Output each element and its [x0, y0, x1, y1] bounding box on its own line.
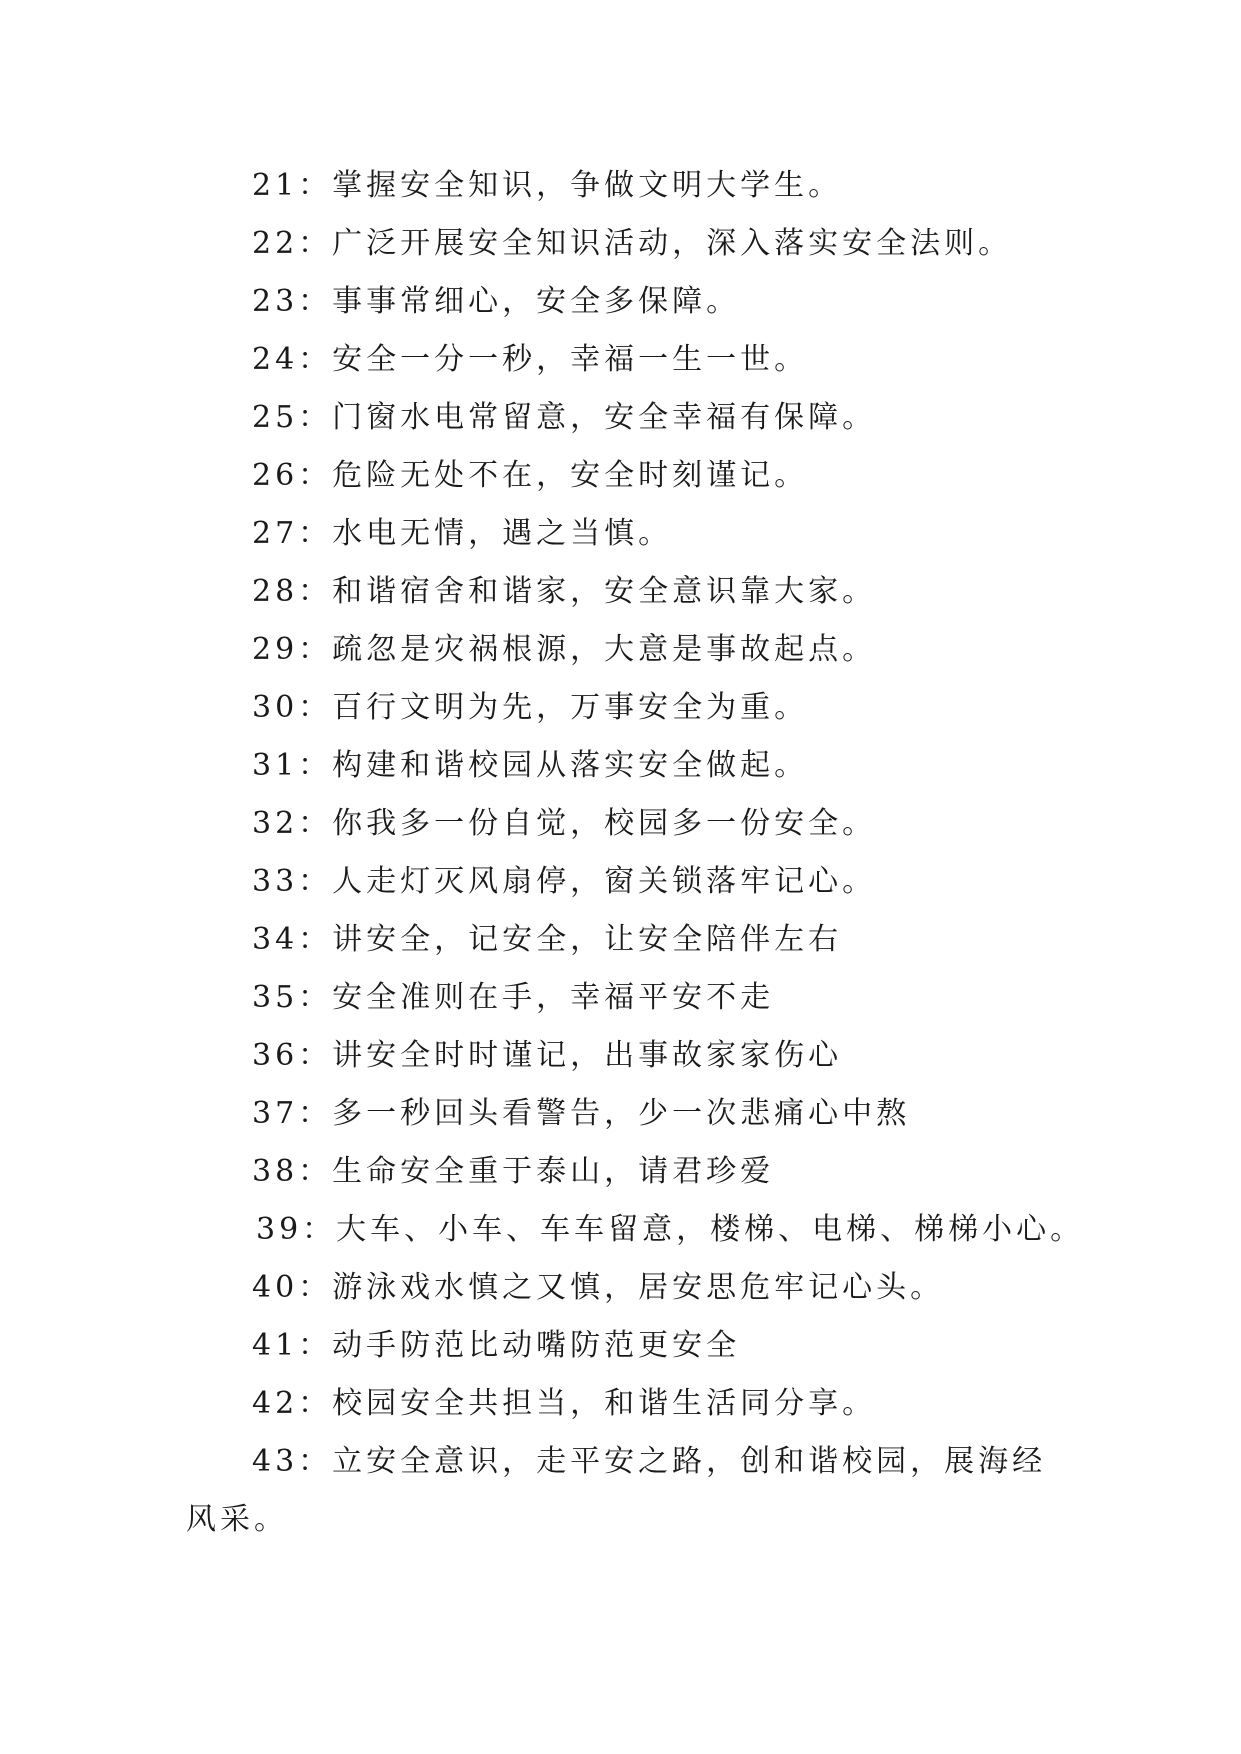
slogan-line-31: 31：构建和谐校园从落实安全做起。: [252, 748, 809, 783]
slogan-line-21: 21：掌握安全知识，争做文明大学生。: [252, 168, 843, 203]
slogan-line-26: 26：危险无处不在，安全时刻谨记。: [252, 458, 809, 493]
slogan-line-29: 29：疏忽是灾祸根源，大意是事故起点。: [252, 632, 877, 667]
slogan-line-27: 27：水电无情，遇之当慎。: [252, 516, 673, 551]
slogan-line-42: 42：校园安全共担当，和谐生活同分享。: [252, 1386, 877, 1421]
slogan-line-39: 39：大车、小车、车车留意，楼梯、电梯、梯梯小心。: [256, 1212, 1085, 1247]
slogan-line-41: 41：动手防范比动嘴防范更安全: [252, 1328, 741, 1363]
slogan-line-38: 38：生命安全重于泰山，请君珍爱: [252, 1154, 775, 1189]
slogan-line-28: 28：和谐宿舍和谐家，安全意识靠大家。: [252, 574, 877, 609]
slogan-line-33: 33：人走灯灭风扇停，窗关锁落牢记心。: [252, 864, 877, 899]
slogan-line-23: 23：事事常细心，安全多保障。: [252, 284, 741, 319]
slogan-line-24: 24：安全一分一秒，幸福一生一世。: [252, 342, 809, 377]
slogan-line-22: 22：广泛开展安全知识活动，深入落实安全法则。: [252, 226, 1013, 261]
slogan-line-35: 35：安全准则在手，幸福平安不走: [252, 980, 775, 1015]
slogan-line-34: 34：讲安全，记安全，让安全陪伴左右: [252, 922, 843, 957]
slogan-line-25: 25：门窗水电常留意，安全幸福有保障。: [252, 400, 877, 435]
slogan-line-43: 43：立安全意识，走平安之路，创和谐校园，展海经风采。: [186, 1444, 1047, 1537]
slogan-line-37: 37：多一秒回头看警告，少一次悲痛心中熬: [252, 1096, 911, 1131]
slogan-list: [186, 157, 1085, 1549]
slogan-line-32: 32：你我多一份自觉，校园多一份安全。: [252, 806, 877, 841]
slogan-line-36: 36：讲安全时时谨记，出事故家家伤心: [252, 1038, 843, 1073]
slogan-line-30: 30：百行文明为先，万事安全为重。: [252, 690, 809, 725]
slogan-line-40: 40：游泳戏水慎之又慎，居安思危牢记心头。: [252, 1270, 945, 1305]
